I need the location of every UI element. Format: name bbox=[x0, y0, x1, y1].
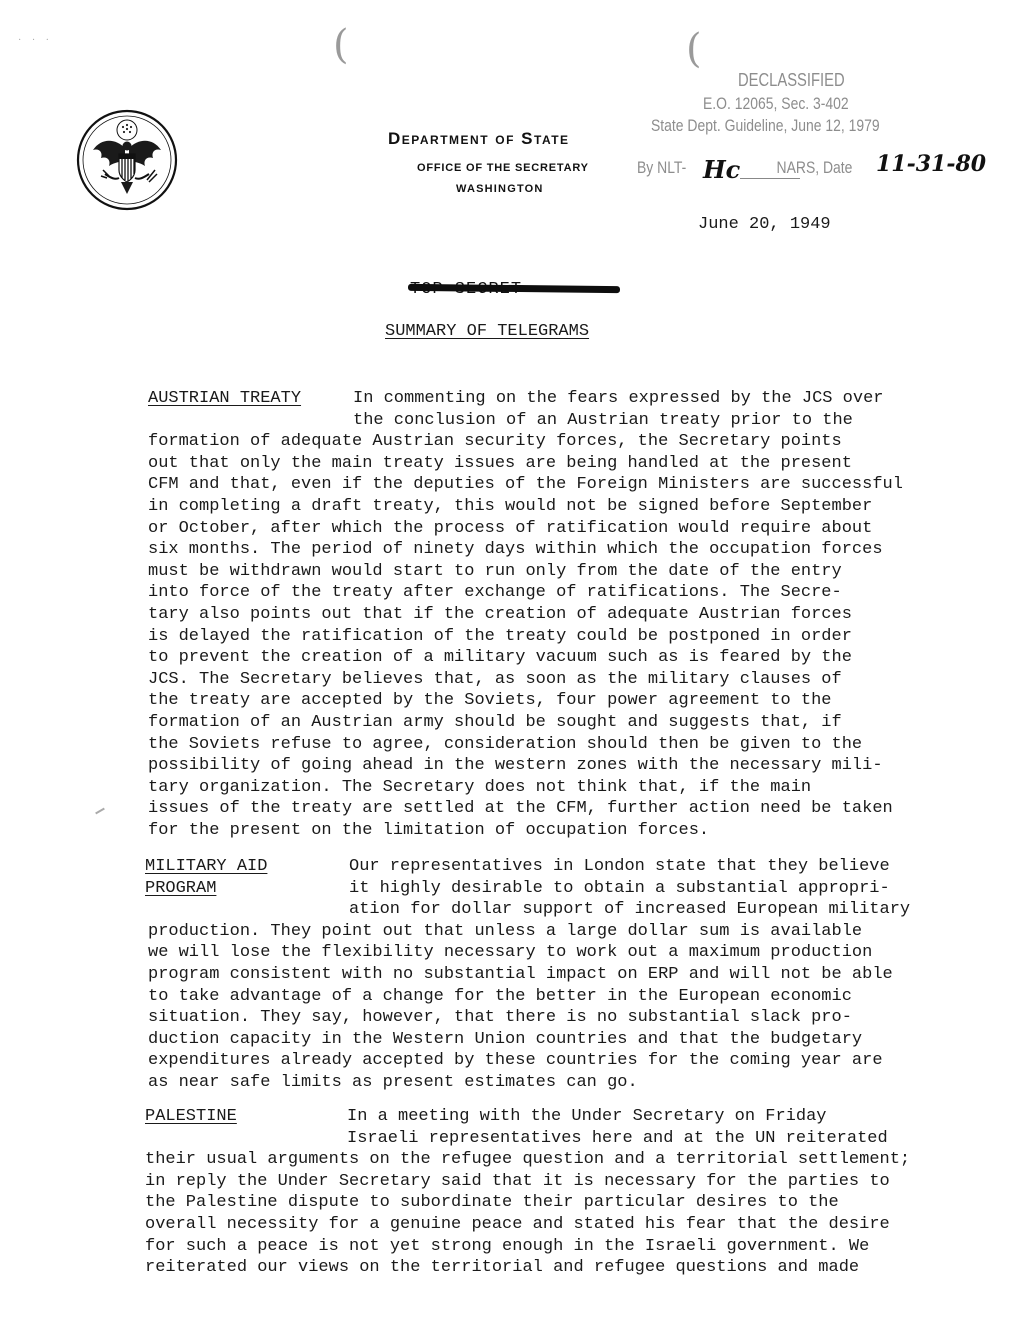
declassified-stamp-line3: State Dept. Guideline, June 12, 1979 bbox=[651, 116, 880, 135]
section-heading: AUSTRIAN TREATY bbox=[148, 389, 302, 408]
body-line: tary also points out that if the creation of adequate Austrian forces bbox=[148, 605, 852, 624]
body-line: we will lose the flexibility necessary to work out a maximum production bbox=[148, 943, 873, 963]
body-line: program consistent with no substantial impact on ERP and will not be able bbox=[148, 965, 893, 984]
body-line: Israeli representatives here and at the UN reiterated bbox=[347, 1128, 888, 1148]
signature-line bbox=[740, 178, 800, 179]
section-heading: PALESTINE bbox=[145, 1107, 237, 1126]
body-line: In commenting on the fears expressed by the JCS over bbox=[353, 389, 884, 408]
department-title: Department of State bbox=[388, 129, 570, 148]
body-line: the Palestine dispute to subordinate their particular desires to the bbox=[145, 1193, 839, 1213]
stamp-by-label: By NLT- bbox=[637, 158, 687, 177]
body-line: CFM and that, even if the deputies of the Foreign Ministers are successful bbox=[148, 475, 903, 495]
body-line: into force of the treaty after exchange of ratifications. The Secre- bbox=[148, 583, 842, 603]
stamp-nars-label: NARS, Date bbox=[776, 158, 853, 177]
body-line: it highly desirable to obtain a substantial appropri- bbox=[349, 878, 890, 898]
section-heading: PROGRAM bbox=[145, 878, 217, 898]
body-line: reiterated our views on the territorial and refugee questions and made bbox=[145, 1258, 860, 1278]
classification-redacted bbox=[410, 280, 616, 296]
body-line: is delayed the ratification of the treaty could be postponed in order bbox=[148, 626, 852, 646]
body-line: the conclusion of an Austrian treaty prior to the bbox=[353, 410, 853, 430]
body-line: their usual arguments on the refugee question and a territorial settlement; bbox=[145, 1150, 911, 1170]
body-line: JCS. The Secretary believes that, as soon as the military clauses of bbox=[148, 669, 842, 689]
scan-speck: · · · bbox=[18, 35, 53, 46]
document-date: June 20, 1949 bbox=[698, 215, 831, 234]
body-line: formation of an Austrian army should be sought and suggests that, if bbox=[148, 713, 842, 732]
body-line: overall necessity for a genuine peace and stated his fear that the desire bbox=[145, 1215, 890, 1234]
page-title: SUMMARY OF TELEGRAMS bbox=[385, 322, 590, 341]
section-heading: MILITARY AID bbox=[145, 857, 268, 876]
body-line: for such a peace is not yet strong enough in the Israeli government. We bbox=[145, 1236, 870, 1256]
declassified-stamp-line4 bbox=[637, 158, 852, 178]
body-line: the Soviets refuse to agree, consideration should then be given to the bbox=[148, 734, 863, 754]
body-line: or October, after which the process of ratification would require about bbox=[148, 518, 873, 538]
body-line: ation for dollar support of increased European military bbox=[349, 900, 911, 920]
body-line: expenditures already accepted by these countries for the coming year are bbox=[148, 1051, 883, 1071]
body-line: issues of the treaty are settled at the CFM, further action need be taken bbox=[148, 799, 893, 819]
body-line: duction capacity in the Western Union countries and that the budgetary bbox=[148, 1029, 863, 1049]
body-line: In a meeting with the Under Secretary on Friday bbox=[347, 1107, 827, 1126]
declassified-stamp-line2: E.O. 12065, Sec. 3-402 bbox=[703, 94, 849, 113]
body-line: to prevent the creation of a military vacuum such as is feared by the bbox=[148, 648, 852, 668]
body-line: as near safe limits as present estimates can go. bbox=[148, 1073, 638, 1092]
scan-mark: ( bbox=[686, 26, 702, 72]
department-seal-icon bbox=[75, 108, 179, 212]
body-line: situation. They say, however, that there is no substantial slack pro- bbox=[148, 1008, 852, 1028]
handwritten-initials: Hc bbox=[703, 155, 741, 184]
body-line: in reply the Under Secretary said that it is necessary for the parties to bbox=[145, 1171, 890, 1191]
body-line: out that only the main treaty issues are being handled at the present bbox=[148, 453, 852, 473]
handwritten-date: 11-31-80 bbox=[876, 151, 987, 177]
office-label: OFFICE OF THE SECRETARY bbox=[417, 162, 589, 174]
city-label: WASHINGTON bbox=[456, 183, 544, 195]
declassified-stamp-line1: DECLASSIFIED bbox=[738, 70, 845, 90]
body-line: possibility of going ahead in the western zones with the necessary mili- bbox=[148, 756, 883, 776]
body-line: tary organization. The Secretary does not think that, if the main bbox=[148, 777, 812, 797]
body-line: production. They point out that unless a large dollar sum is available bbox=[148, 921, 863, 941]
body-line: formation of adequate Austrian security forces, the Secretary points bbox=[148, 432, 842, 452]
body-line: Our representatives in London state that they believe bbox=[349, 857, 890, 876]
body-line: the treaty are accepted by the Soviets, four power agreement to the bbox=[148, 691, 832, 711]
body-line: must be withdrawn would start to run only from the date of the entry bbox=[148, 561, 842, 581]
body-line: for the present on the limitation of occupation forces. bbox=[148, 821, 710, 840]
scan-mark bbox=[95, 808, 105, 815]
scan-mark: ( bbox=[333, 22, 349, 68]
body-line: to take advantage of a change for the better in the European economic bbox=[148, 986, 852, 1006]
body-line: six months. The period of ninety days within which the occupation forces bbox=[148, 540, 883, 560]
body-line: in completing a draft treaty, this would not be signed before September bbox=[148, 497, 873, 516]
